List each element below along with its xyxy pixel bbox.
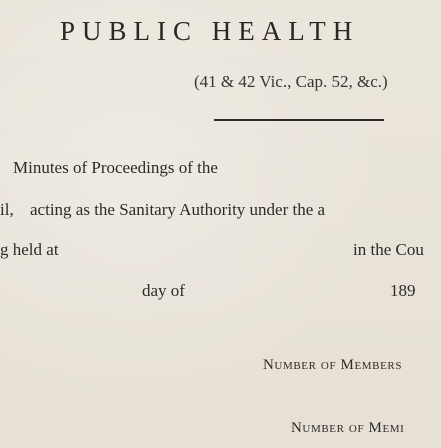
county-label: in the Cou — [353, 240, 424, 259]
sanitary-authority-line: acting as the Sanitary Authority under the a — [30, 200, 326, 219]
title-divider — [214, 119, 384, 121]
number-of-members-label-2: Number of Memi — [291, 420, 405, 436]
number-of-members-label: Number of Members — [263, 357, 403, 373]
year-label: 189 — [390, 281, 416, 300]
council-fragment: il, — [0, 200, 14, 219]
day-of-label: day of — [142, 281, 185, 300]
meeting-held-label: g held at — [0, 240, 59, 259]
act-citation: (41 & 42 Vic., Cap. 52, &c.) — [194, 72, 388, 91]
document-title: PUBLIC HEALTH — [60, 16, 360, 46]
minutes-heading: Minutes of Proceedings of the — [13, 158, 218, 177]
